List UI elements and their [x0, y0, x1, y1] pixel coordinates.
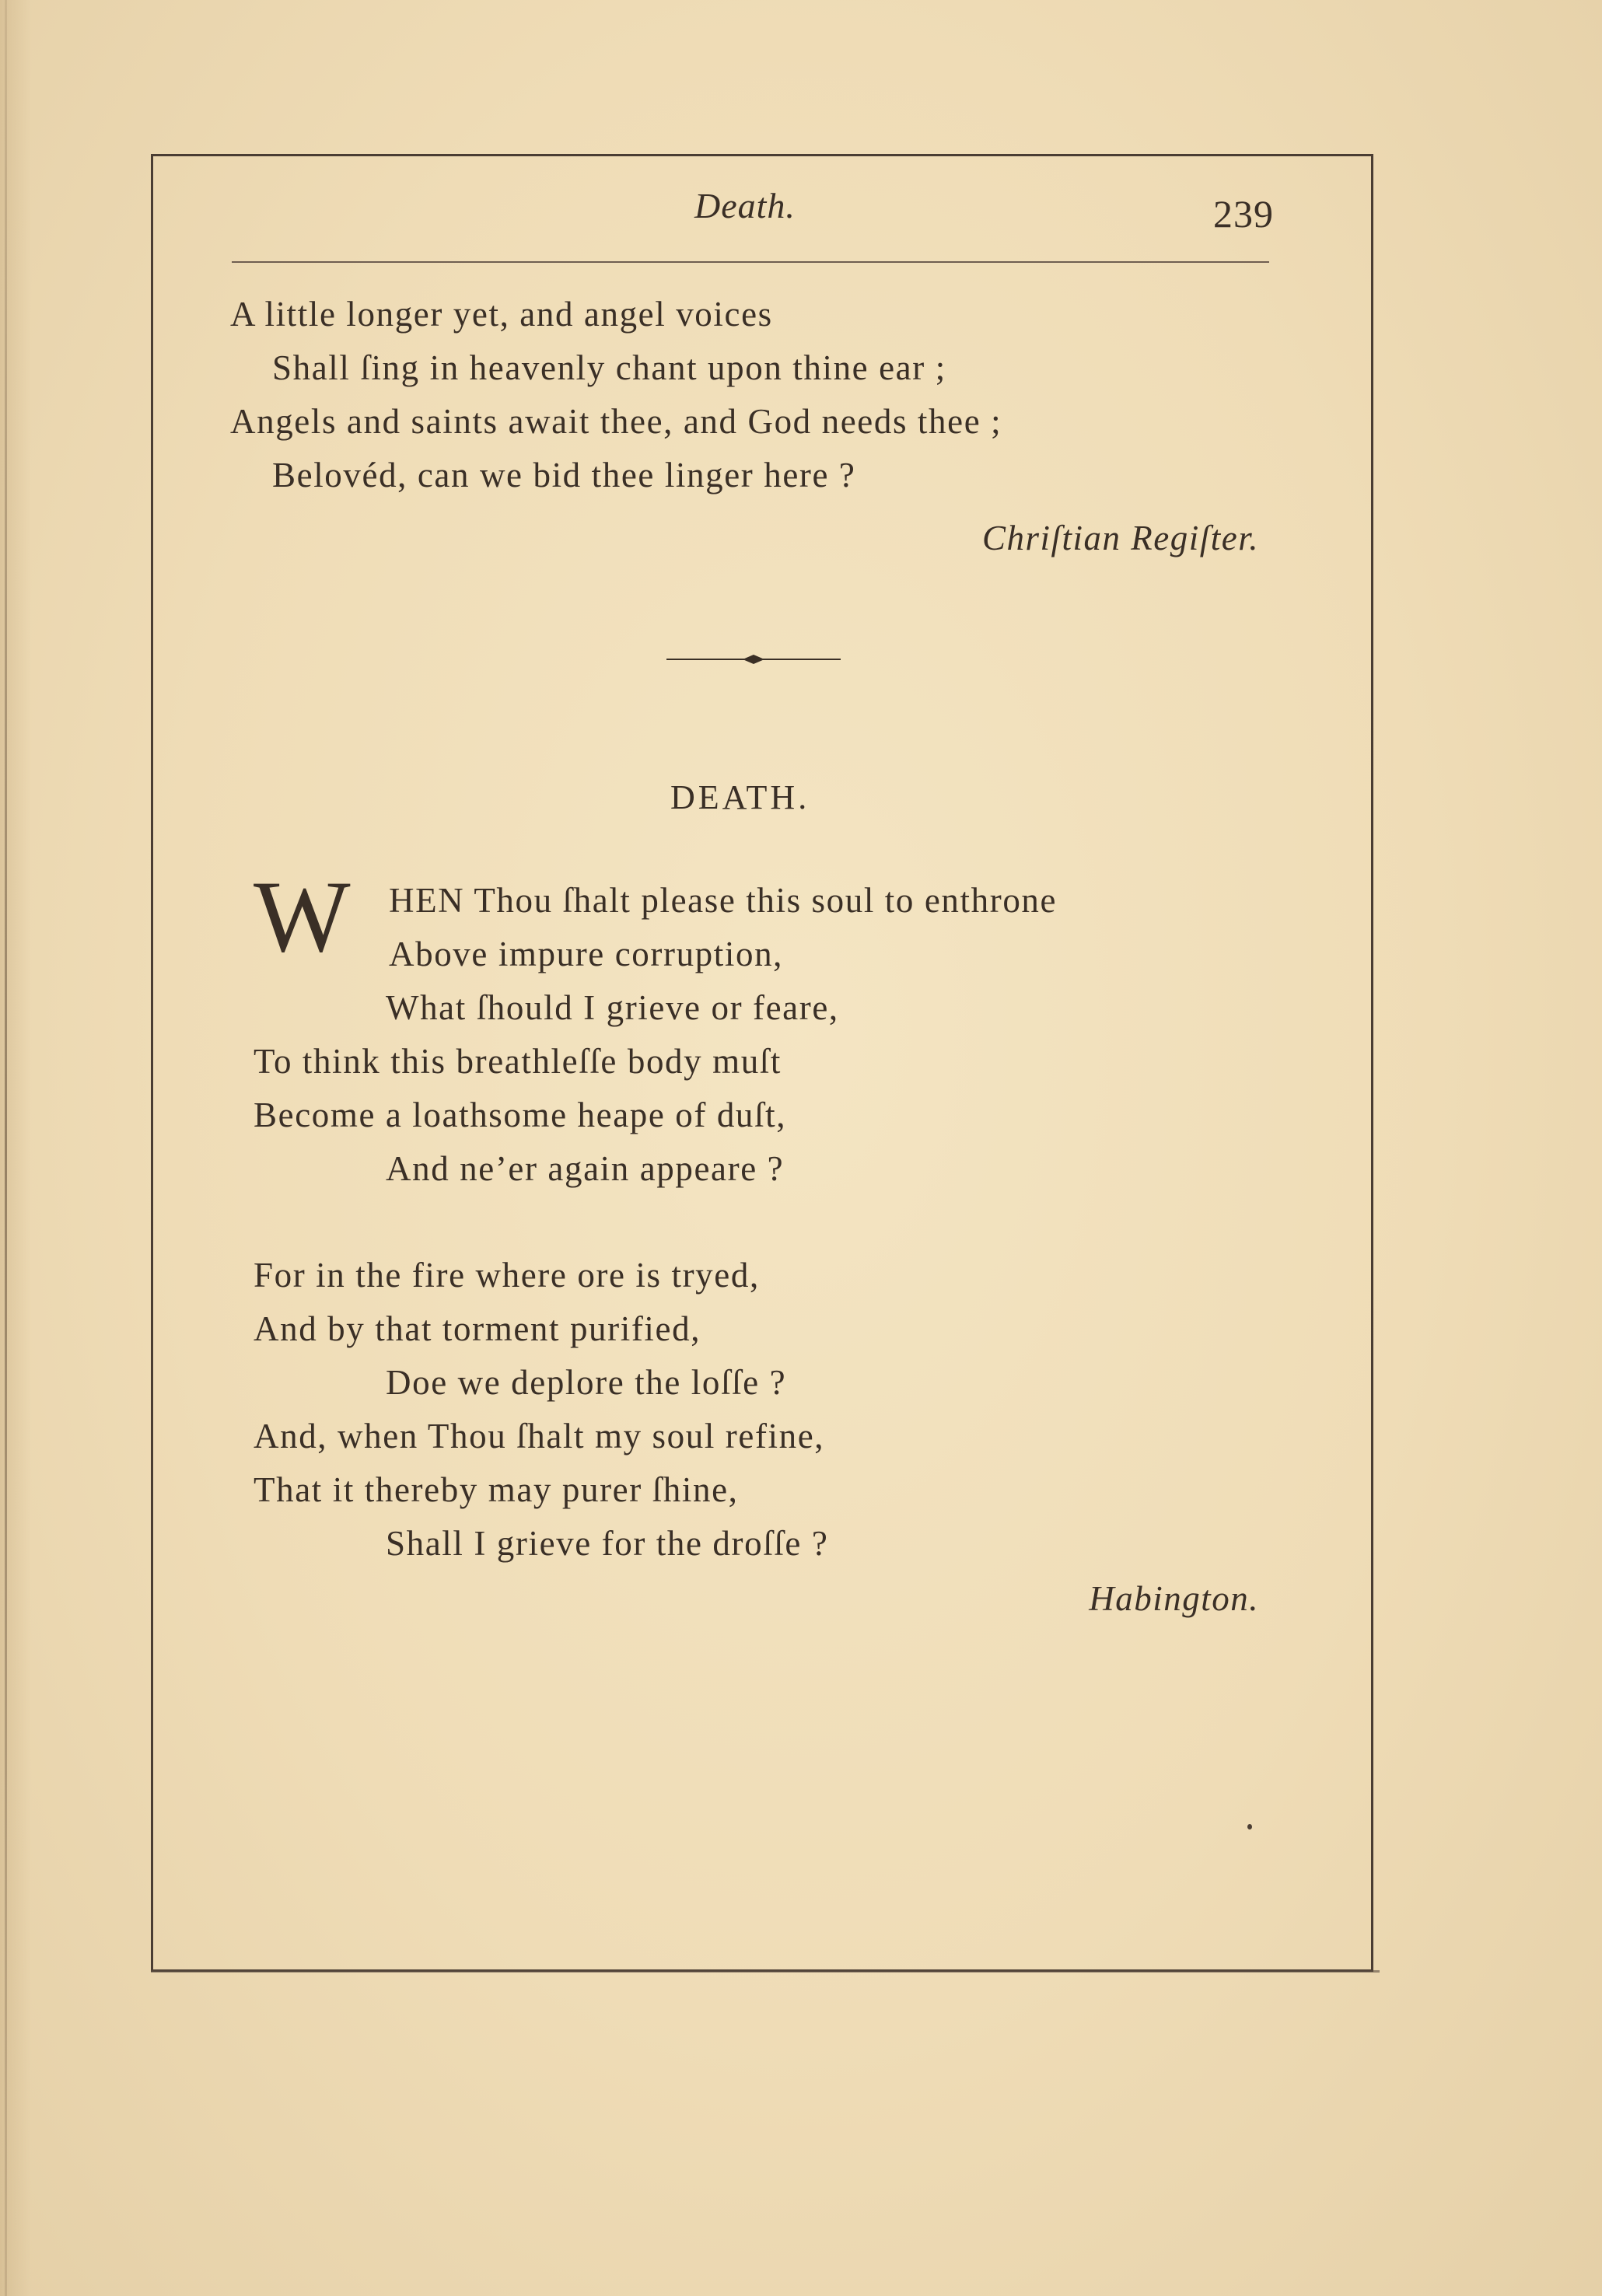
verse-line: Shall I grieve for the droſſe ?	[386, 1524, 829, 1563]
previous-poem-attribution: Chriſtian Regiſter.	[981, 519, 1259, 557]
running-head	[0, 185, 1602, 236]
page-gutter-edge	[5, 0, 7, 2296]
verse-line: Belovéd, can we bid thee linger here ?	[272, 456, 856, 494]
verse-line: Doe we deplore the loſſe ?	[386, 1363, 787, 1402]
verse-line: And, when Thou ſhalt my soul refine,	[254, 1417, 825, 1456]
drop-cap: W	[254, 859, 351, 973]
verse-line: Become a loathsome heape of duſt,	[254, 1096, 787, 1134]
verse-line: That it thereby may purer ſhine,	[254, 1470, 739, 1509]
verse-line: A little longer yet, and angel voices	[230, 295, 773, 334]
page-border-bottom	[151, 1970, 1380, 1973]
verse-line: Above impure corruption,	[389, 935, 784, 973]
ornament-divider	[666, 654, 841, 665]
verse-line: For in the fire where ore is tryed,	[254, 1256, 760, 1295]
ink-speck	[1247, 1824, 1252, 1829]
verse-line: To think this breathleſſe body muſt	[254, 1042, 782, 1081]
running-title: Death.	[694, 186, 796, 225]
header-rule	[232, 261, 1269, 263]
verse-line: Shall ſing in heavenly chant upon thine ear ;	[272, 348, 946, 387]
verse-line: And ne’er again appeare ?	[386, 1149, 785, 1188]
verse-line: HEN Thou ſhalt please this soul to enthrone	[389, 881, 1058, 920]
poem-heading: DEATH.	[670, 778, 810, 816]
diamond-ornament-icon	[743, 655, 764, 664]
poem-attribution: Habington.	[1089, 1579, 1259, 1618]
page-number: 239	[1213, 192, 1274, 236]
verse-line: And by that torment purified,	[254, 1309, 701, 1348]
verse-line: Angels and saints await thee, and God needs thee ;	[230, 402, 1002, 441]
verse-line: What ſhould I grieve or feare,	[386, 988, 839, 1027]
